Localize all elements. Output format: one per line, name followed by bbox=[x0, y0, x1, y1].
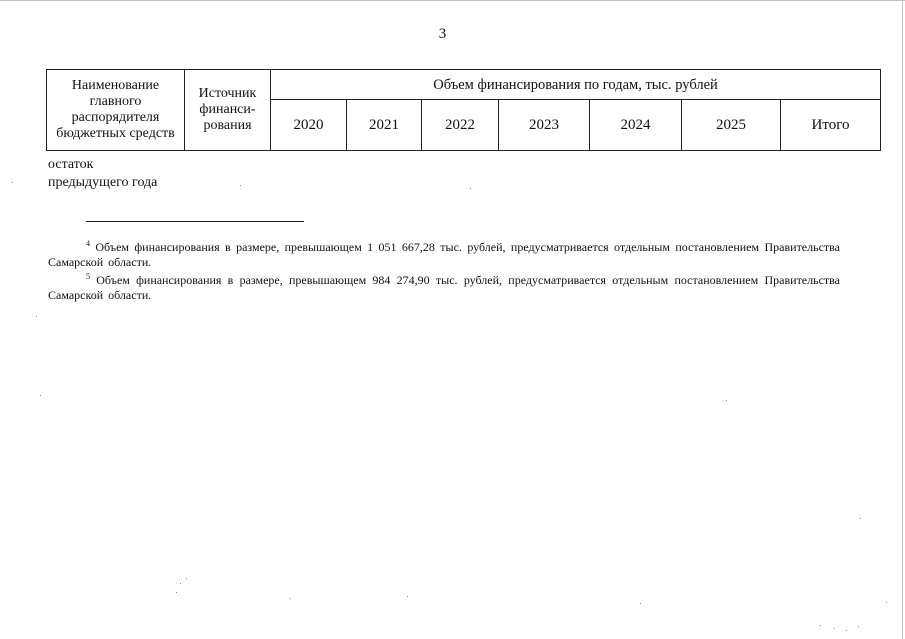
footnote-4-text: Объем финансирования в размере, превышающем 1 051 667,28 тыс. рублей, предусматривается отдельным постановлением Правительства Самарской области. bbox=[48, 240, 840, 269]
footnote-5 bbox=[48, 273, 840, 303]
scan-speck bbox=[470, 188, 471, 189]
footnote-4 bbox=[48, 240, 840, 270]
scan-speck bbox=[858, 626, 859, 627]
scan-right-edge bbox=[902, 0, 903, 639]
scan-speck bbox=[40, 395, 41, 396]
column-header-year-2024: 2024 bbox=[590, 100, 682, 151]
scan-speck bbox=[726, 400, 727, 401]
scan-speck bbox=[834, 628, 835, 629]
footnote-separator bbox=[86, 221, 304, 222]
footnotes bbox=[48, 240, 840, 306]
scan-speck bbox=[12, 182, 13, 183]
column-header-financing-source: Источник финанси-рования bbox=[185, 70, 271, 151]
scan-speck bbox=[820, 625, 821, 626]
page-number: 3 bbox=[438, 26, 447, 42]
financing-table-header bbox=[46, 69, 881, 151]
scan-speck bbox=[407, 596, 408, 597]
scan-speck bbox=[886, 602, 887, 603]
column-group-header-financing-by-year: Объем финансирования по годам, тыс. рублей bbox=[271, 70, 881, 100]
scan-speck bbox=[176, 592, 177, 593]
scan-speck bbox=[180, 583, 181, 584]
scan-speck bbox=[240, 185, 241, 186]
scan-speck bbox=[36, 316, 37, 317]
previous-year-remainder-label bbox=[48, 156, 157, 192]
scan-speck bbox=[290, 598, 291, 599]
scan-speck bbox=[186, 578, 187, 579]
footnote-4-mark: 4 bbox=[86, 239, 90, 248]
column-header-year-2023: 2023 bbox=[499, 100, 590, 151]
footnote-5-text: Объем финансирования в размере, превышающем 984 274,90 тыс. рублей, предусматривается отдельным постановлением Правительства Самарской области. bbox=[48, 273, 840, 302]
scan-speck bbox=[846, 630, 847, 631]
scan-speck bbox=[860, 518, 861, 519]
scan-speck bbox=[640, 603, 641, 604]
column-header-total: Итого bbox=[781, 100, 881, 151]
column-header-year-2022: 2022 bbox=[422, 100, 499, 151]
column-header-year-2020: 2020 bbox=[271, 100, 347, 151]
scan-top-edge bbox=[0, 0, 905, 1]
remainder-line-1: остаток bbox=[48, 157, 94, 172]
column-header-budget-manager: Наименование главного распорядителя бюджетных средств bbox=[47, 70, 185, 151]
column-header-year-2021: 2021 bbox=[347, 100, 422, 151]
column-header-year-2025: 2025 bbox=[682, 100, 781, 151]
remainder-line-2: предыдущего года bbox=[48, 175, 158, 190]
footnote-5-mark: 5 bbox=[86, 272, 90, 281]
